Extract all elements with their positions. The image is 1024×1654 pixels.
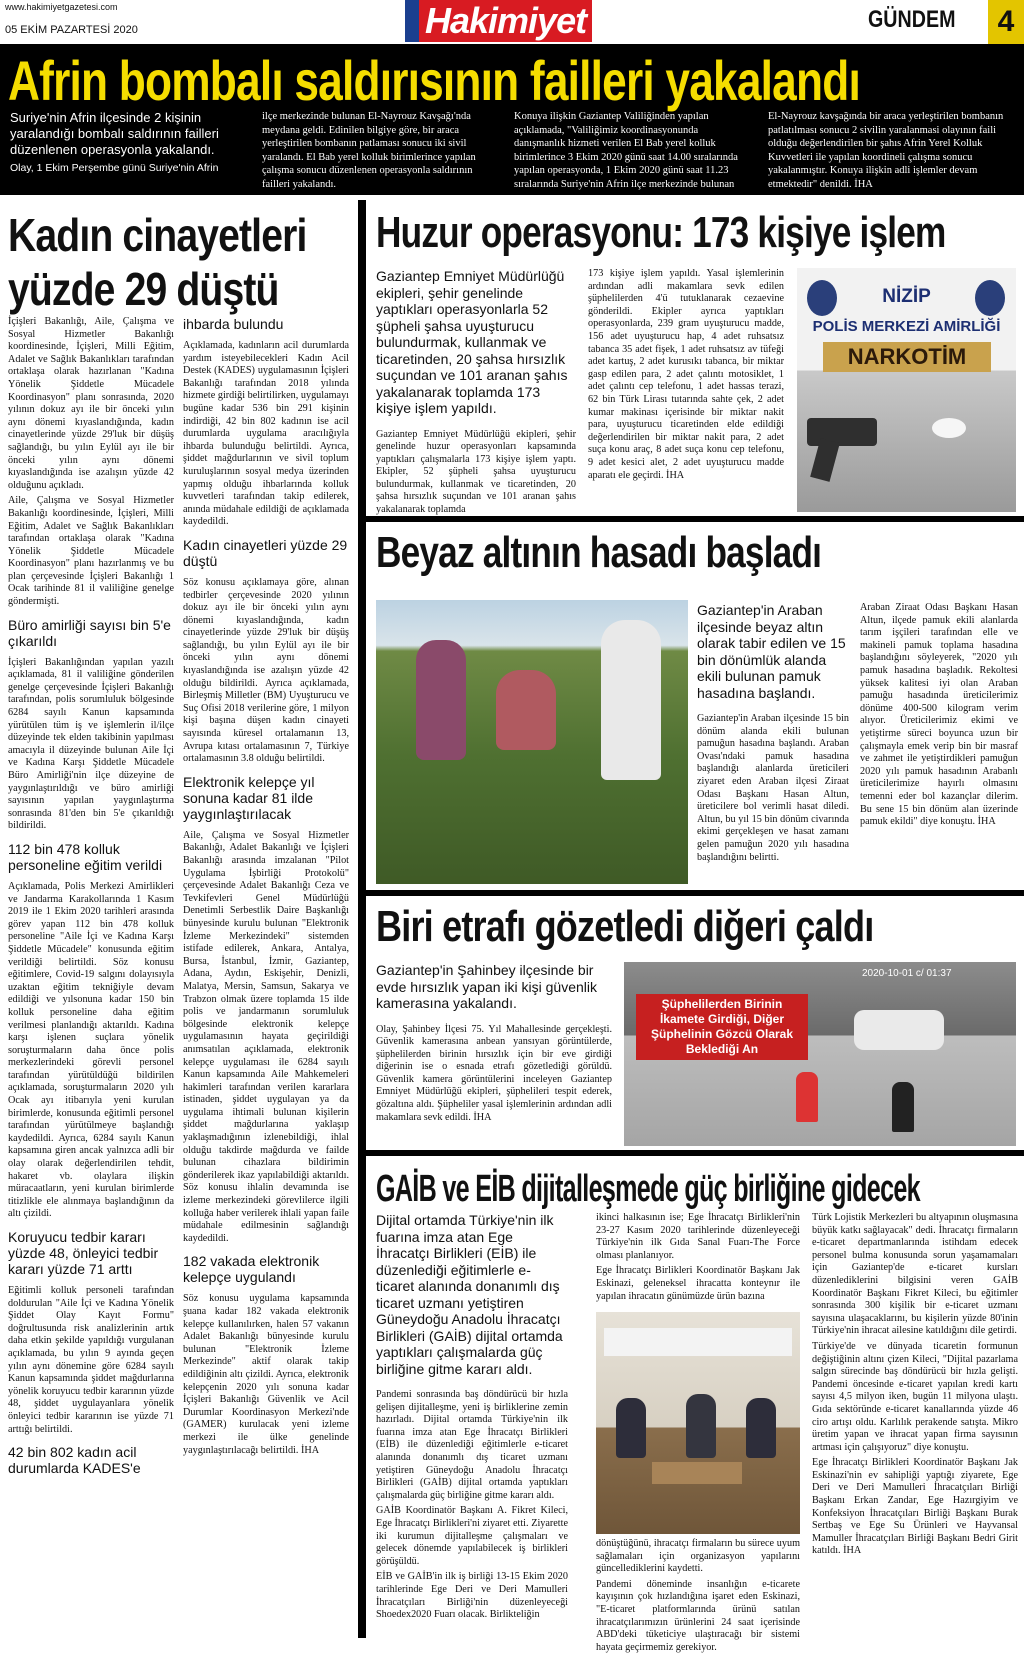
gaib-paragraph: dönüştüğünü, ihracatçı firmaların bu sürece uyum sağlamaları için organizasyon yapılarını güncellediklerini kaydetti.: [596, 1538, 800, 1575]
hero-text-2: ilçe merkezinde bulunan El-Nayrouz Kavşağı'nda meydana geldi. Edinilen bilgiye göre, bir araca yerleştirilen bombanın patlaması sonucu iki sivil yaralandı. El Bab yerel kolluk birimlerince yapılan çalışma sonucu düzenlenen operasyonla saldırının failleri yakalandı.: [262, 111, 476, 190]
section-name: GÜNDEM: [868, 6, 956, 33]
section-divider: [366, 890, 1024, 896]
gaib-col-1: [376, 1212, 568, 1636]
section-divider: [366, 1150, 1024, 1156]
biri-col: [376, 962, 612, 1146]
section-divider: [366, 516, 1024, 522]
beyaz-col-2: Araban Ziraat Odası Başkanı Hasan Altun, ilçede pamuk ekili alanlarda tarım işçileri tarafından elle ve makineli pamuk toplama hasadına başlandığını söyleyerek, "2020 yılı pamuk hasadına başladık. Rekoltesi yüksek kalitesi iyi olan Araban pamuğu hasadında üreticilerimiz dönüme 400-500 kilogram verim alıyor. Üreticilerimiz ekimi ve yetiştirme süreci boyunca uzun bir çalışmayla emek verip bin bir masraf ve zahmet ile yetiştirdikleri pamuğun 2020 yılı pamuk hasadının Arabanlı üreticilerimize hayırlı olmasını temenni eder bol kazançlar dilerim. Bu sene 15 bin dönüm alan üzerinde pamuk ekildi" diye konuştu. İHA: [860, 602, 1018, 828]
kadin-col-1: [8, 316, 174, 1634]
column-divider: [358, 200, 366, 1638]
kadin-subhead: ihbarda bulundu: [183, 316, 284, 332]
suspect-figure-icon: [796, 1072, 818, 1122]
gaib-paragraph: Ege İhracatçı Birlikleri Koordinatör Başkanı Jak Eskinazi, geleneksel ihracatta konteynır ile yapılan ihracatın günümüzde ürün bazına: [596, 1265, 800, 1302]
hero-col-1: [10, 110, 235, 176]
sign-text: POLİS MERKEZİ AMİRLİĞİ: [812, 318, 1001, 335]
biri-headline: Biri etrafı gözetledi diğeri çaldı: [376, 902, 874, 951]
huzur-photo: [797, 268, 1016, 512]
huzur-lead: Gaziantep Emniyet Müdürlüğü ekipleri, şehir genelinde yaptıkları operasyonlarla 52 şüpheli şahsa uyuşturucu bulundurmak, kullanmak ve ticaretinden, 20 şahsa hırsızlık suçundan ve 101 aranan şahıs yakalanarak toplamda 173 kişiye işlem yapıldı.: [376, 268, 568, 416]
hero-headline: Afrin bombalı saldırısının failleri yakalandı: [8, 49, 860, 112]
website-url[interactable]: www.hakimiyetgazetesi.com: [5, 2, 118, 12]
huzur-paragraph: Gaziantep Emniyet Müdürlüğü ekipleri, şehir genelinde huzur operasyonları kapsamında yaptıkları çalışmalarla 173 kişiye işlem yaptı. Ekipler, 52 şüpheli şahsa uyuşturucu bulundurmak, kullanmak ve ticaretinden, 20 şahsa hırsızlık suçundan ve 101 aranan şahıs yakalanarak toplamda: [376, 428, 576, 516]
issue-date: 05 EKİM PAZARTESİ 2020: [5, 24, 138, 36]
gaib-headline: GAİB ve EİB dijitalleşmede güç birliğine gidecek: [376, 1168, 920, 1210]
gaib-paragraph: GAİB Koordinatör Başkanı A. Fikret Kileci, Ege İhracatçı Birlikleri'ni ziyaret etti. Ziyarette iki kurumun dijitalleşme çalışmaları ve gelecek dönemde yapılabilecek iş birlikleri görüşüldü.: [376, 1505, 568, 1567]
biri-lead: Gaziantep'in Şahinbey ilçesinde bir evde hırsızlık yapan iki kişi güvenlik kamerasına yakalandı.: [376, 962, 597, 1011]
hero-text-4: El-Nayrouz kavşağında bir araca yerleştirilen bombanın patlatılması sonucu 2 sivilin yaralanmasi olayının faili olduğu değerlendirilen bir şahıs Afrin Yerel Kolluk Kuvvetleri ile yapılan koordineli çalışma sonucu yakalanmıştır. Konuya ilişkin adli işlemler devam etmektedir" denildi. İHA: [768, 111, 1004, 190]
gaib-col-2-top: [596, 1212, 800, 1308]
newspaper-logo: [405, 0, 592, 42]
hero-article: [0, 44, 1024, 195]
person-figure-icon: [746, 1398, 776, 1458]
gaib-lead: Dijital ortamda Türkiye'nin ilk fuarına imza atan Ege İhracatçı Birlikleri (EİB) ile düzenlediği eğitimlerle e-ticaret alanında donanımlı dış ticaret uzmanı yetiştiren Güneydoğu Anadolu İhracatçı Birlikleri (GAİB) dijital ortamda yaptıkları çalışmalarda güç birliğine gitme kararı aldı.: [376, 1212, 563, 1377]
beyaz-headline: Beyaz altının hasadı başladı: [376, 528, 822, 577]
biri-paragraph: Olay, Şahinbey İlçesi 75. Yıl Mahallesinde gerçekleşti. Güvenlik kamerasına anbean yansıyan görüntülerde, şüphelilerden birinin hırsızlık için bir eve girdiği diğerinin ise o esnada etrafı gözetlediği görüldü. Güvenlik kamera görüntülerini inceleyen Gaziantep Emniyet Müdürlüğü ekipleri, şüphelileri tespit ederek, gözaltına aldı. Şüpheliler yasal işlemlerinin ardından adli makamlara sevk edildi. İHA: [376, 1023, 612, 1123]
gaib-paragraph: Pandemi döneminde insanlığın e-ticarete kayışının çok hızlandığına işaret eden Eskinazi, "E-ticaret platformlarında ürünü satılan ihracatçılarımızın ürünlerini 24 saat içerisinde ABD'deki tüketiciye ulaştıracağı bir sistemi hayata geçirmemiz gerekiyor.: [596, 1578, 800, 1653]
gaib-paragraph: Ege İhracatçı Birlikleri Koordinatör Başkanı Jak Eskinazi'nin ev sahipliği yaptığı ziyarete, Ege Deri ve Deri Mamulleri İhracatçıları Birliği Başkanı Erkan Zandar, Ege Hazırgiyim ve Konfeksiyon İhracatçıları Birliği Başkanı Burak Sertbaş ve Ege Su Ürünleri ve Hayvansal Mamuller İhracatçıları Birliği Başkanı Bedri Girit katıldı. İHA: [812, 1457, 1018, 1557]
kadin-subhead: Koruyucu tedbir kararı yüzde 48, önleyici tedbir kararı yüzde 71 arttı: [8, 1229, 159, 1277]
huzur-headline: Huzur operasyonu: 173 kişiye işlem: [376, 208, 946, 257]
gaib-paragraph: Türk Lojistik Merkezleri bu altyapının oluşmasına büyük katkı sağlayacak" dedi. İhracatçı firmaların e-ticaret departmanlarında istihdam edecek personel bulma konusunda sorun yaşamamaları için Gaziantep'de e-ticaret kursları düzenlediklerini bilgisini veren GAİB Koordinatör Başkanı Fikret Kileci, bu eğitimler sonrasında 300 kişilik bir e-ticaret uzmanı sayısına ulaşacaklarını, bu kişilerin yüzde 80'inin Türkiye'nin ihracat ailesine katıldığını dile getirdi.: [812, 1212, 1018, 1337]
sign-text: NİZİP: [882, 286, 931, 307]
kadin-paragraph: Söz konusu açıklamaya göre, alınan tedbirler çerçevesinde 2020 yılının dokuz ayı ile bir önceki yılın aynı dönemi kıyaslandığında, kadın cinayetlerinde yüzde 29'luk bir düşüş sağlandığı, bu yılın Eylül ayı ile bir önceki yılın aynı dönemi kıyaslandığında ise azalışın yüzde 42 olduğu bildirildi. Ayrıca açıklamada, Birleşmiş Milletler (BM) Uyuşturucu ve Suç Ofisi 2018 verilerine göre, 1 milyon kişi başına düşen kadın cinayeti sayısında küresel ortalamanın 13, Avrupa kıtası ortalamasının 7, Türkiye ortalamasının 3.8 olduğu belirtildi.: [183, 576, 349, 765]
beyaz-lead: Gaziantep'in Araban ilçesinde beyaz altın olarak tabir edilen ve 15 bin dönümlük alanda ekili bulunan pamuk hasadına başlandı.: [697, 602, 846, 701]
photo-caption: Şüphelilerden Birinin İkamete Girdiği, Diğer Şüphelinin Gözcü Olarak Beklediği An: [636, 994, 808, 1060]
kadin-paragraph: Aile, Çalışma ve Sosyal Hizmetler Bakanlığı, Adalet Bakanlığı ve İçişleri Bakanlığı arasında imzalanan "Pilot Uygulama İşbirliği Protokolü" çerçevesinde Adalet Bakanlığı Ceza ve Tevkifevleri Genel Müdürlüğü Denetimli Serbestlik Daire Başkanlığı bünyesinde kurulu bulunan "Elektronik İzleme Merkezindeki" sistemden istifade edilerek, Ankara, Antalya, Bursa, İstanbul, İzmir, Gaziantep, Adana, Aydın, Eskişehir, Denizli, Malatya, Mersin, Samsun, Sakarya ve Trabzon olmak üzere toplamda 15 ilde polis ve jandarmanın sorumluluk bölgesinde elektronik kelepçe uygulamasının hayata geçirildiği anımsatılan açıklamada, elektronik kelepçe uygulaması ile 6284 sayılı Kanun kapsamında Aile Mahkemeleri hakimleri tarafından verilen kararlara istinaden, şiddet uygulayan ya da uygulama ihtimali bulunan kişilerin şiddet mağdurlarına yaklaşıp yaklaşmadığının izlenebildiği, ihlal olduğu takdirde mağdurda ve failde bulunan cihazlara bildirimin gönderilerek ikaz yapılabildiği aktarıldı. Söz konusu ihlalin devamında ise izleme merkezindeki görevlilerce ilgili kolluğa haber verilerek ihlali yapan faile müdahale edilmesinin sağlandığı kaydedildi.: [183, 829, 349, 1244]
kadin-subhead: 112 bin 478 kolluk personeline eğitim verildi: [8, 840, 163, 873]
gaib-paragraph: Türkiye'de ve dünyada ticaretin formunun değiştiğinin altını çizen Kileci, "Dijital pazarlama salgın sürecinde baş döndürücü bir hızla gelişti. Pandemi öncesinde e-ticaret yapılan kredi kartı sayısı 4,5 milyon iken, bugün 11 milyona ulaştı. Gıda sektöründe e-ticaret kanallarında yüzde 46 ciro artışı oldu. Karlılık perakende satışta. Mikro üretim yapan ve ihracat yapan firma sayısının artması için çalışıyoruz" diye konuştu.: [812, 1340, 1018, 1453]
kadin-paragraph: İçişleri Bakanlığından yapılan yazılı açıklamada, 81 il valiliğine gönderilen genelge çerçevesinde İçişleri Bakanlığı tarafından, polis sorumluluk bölgesinde 6284 sayılı Kanun kapsamında yürütülen tüm iş ve işlemlerin il/ilçe düzeyinde tek elden takibinin yapılması amacıyla il düzeyinde bulunan Aile İçi ve Kadına Karşı Şiddetle Mücadele Büro Amirliği'nin ilçe düzeyine de yaygınlaştırıldığı ve büro amirliği sayısının yapılan yaygınlaştırma sonrasında 81'den bin 5'e çıkarıldığı bildirildi.: [8, 656, 174, 832]
kadin-headline-2: yüzde 29 düştü: [8, 263, 279, 315]
kadin-col-2: [183, 316, 349, 1634]
evidence-icon: [932, 418, 966, 438]
beyaz-col-1: [697, 602, 849, 886]
kadin-paragraph: Söz konusu uygulama kapsamında şuana kadar 182 vakada elektronik kelepçe kullanılırken, halen 57 vakanın Adalet Bakanlığı bünyesinde kurulu bulunan "Elektronik İzleme Merkezinde" aktif olarak takip edildiğinin altı çizildi. Ayrıca, elektronik kelepçenin 2020 yılı sonuna kadar İçişleri Bakanlığı Güvenlik ve Acil Durumlar Koordinasyon Merkezi'nde (GAMER) kurulacak yeni izleme merkezi ile ülke genelinde yaygınlaştırılacağı belirtildi. İHA: [183, 1293, 349, 1456]
hero-text-3: Konuya ilişkin Gaziantep Valiliğinden yapılan açıklamada, "Valiliğimiz koordinasyonunda danışmanlık hizmeti verilen El Bab yerel kolluk birimlerince 3 Ekim 2020 günü saat 14.00 sıralarında yapılan operasyonda, 1 Ekim 2020 günü saat 11.23 sıralarında Suriye'nin Afrin ilçe merkezinde bulunan: [514, 111, 738, 190]
kadin-paragraph: İçişleri Bakanlığı, Aile, Çalışma ve Sosyal Hizmetler Bakanlığı koordinesinde, İçişleri, Milli Eğitim, Adalet ve Sağlık Bakanlıkları tarafından ortaklaşa olarak hazırlanan "Kadına Yönelik Şiddetle Mücadele Koordinasyon" planı sonrasında, 2020 yılının dokuz ayı ile bir önceki yılın aynı dönemi kıyaslandığında, kadın cinayetlerinde yüzde 29'luk bir düşüş sağlandığı, bu yılın Eylül ayı ile bir önceki yılın aynı dönemi kıyaslandığında ise azalışın yüzde 42 olduğunu açıkladı.: [8, 316, 174, 491]
huzur-col-1: [376, 268, 576, 516]
sign-text: NARKOTİM: [823, 342, 991, 372]
kadin-paragraph: Eğitimli kolluk personeli tarafından doldurulan "Aile İçi ve Kadına Yönelik Şiddet Olay Kayıt Formu" doğrultusunda risk analizlerinin artık daha etkin şekilde yapıldığı vurgulanan açıklamada, bu yılın 9 ayında geçen yılın aynı dönemine göre 6284 sayılı Kanun kapsamında şiddet mağdurlarına yönelik koruyucu tedbir kararının yüzde 48, şiddet uygulayanlara yönelik önleyici tedbir kararının ise yüzde 71 arttığı belirtildi.: [8, 1285, 174, 1435]
kadin-subhead: 42 bin 802 kadın acil durumlarda KADES'e: [8, 1444, 141, 1477]
gaib-paragraph: Pandemi sonrasında baş döndürücü bir hızla gelişen dijitalleşme, yeni iş birliklerine zemin hazırladı. Dijital ortamda Türkiye'nin ilk fuarına imza atan Ege İhracatçı Birlikleri (EİB) ile düzenlediği eğitimlerle e-ticaret alanında donanımlı dış ticaret uzmanı yetiştiren Güneydoğu Anadolu İhracatçı Birlikleri (GAİB) dijital ortamda yaptıkları çalışmalarda güç birliğine gitme kararı aldı.: [376, 1389, 568, 1501]
masthead: [0, 0, 1024, 44]
kadin-paragraph: Açıklamada, kadınların acil durumlarda yardım isteyebilecekleri Kadın Acil Destek (KADES) uygulamasının İçişleri Bakanlığı tarafından 2018 yılında hizmete girdiği belirtilirken, uygulamayı bugüne kadar 536 bin 291 kişinin indirdiği, 42 bin 802 kadının ise acil durumlarda uygulama aracılığıyla ihbarda bulunduğu belirtildi. Ayrıca, şiddet mağdurlarının ve sivil toplum kuruluşlarının sosyal medya üzerinden yapmış olduğu ihbarlarında kolluk kuvvetleri tarafından takip edilerek, anında müdahale edildiği de açıklamada kaydedildi.: [183, 340, 349, 528]
huzur-col-2: 173 kişiye işlem yapıldı. Yasal işlemlerinin ardından adli makamlara sevk edilen şüphelilerden 4'ü tutuklanarak cezaevine gönderildi. Ekipler ayrıca yaptıkları operasyonlarda, 239 gram uyuşturucu madde, 156 adet uyuşturucu hap, 4 adet ruhsatsız tabanca 35 adet fişek, 1 adet ruhsatsız av tüfeği adet kartuş, 2 adet kurusıkı tabanca, bir miktar gasp edilen para, 2 adet çalıntı motosiklet, 1 adet çalıntı cep telefonu, 1 adet hassas terazi, 62 bin Türk Lirası tutarında sahte çek, 2 adet kumar makinası içerisinde bir miktar nakit para, uyuşturucu ticaretinden elde edildiği değerlendirilen bir miktar nakit para, 2 adet suça konu araç, 8 adet suça konu cep telefonu, 9 adet kesici alet, 2 adet uyuşturucu madde aparatı ele geçirdi. İHA: [588, 268, 784, 481]
gaib-paragraph: ikinci halkasının ise; Ege İhracatçı Birlikleri'nin 23-27 Kasım 2020 tarihlerinde düzenleyeceği Türkiye'nin ilk Gıda Sanal Fuarı-The Force olması planlanıyor.: [596, 1212, 800, 1261]
person-figure-icon: [616, 1398, 646, 1458]
kadin-paragraph: Aile, Çalışma ve Sosyal Hizmetler Bakanlığı koordinesinde, İçişleri, Milli Eğitim, Adalet ve Sağlık Bakanlıkları tarafından ortaklaşa olarak "Kadına Yönelik Şiddetle Mücadele Koordinasyon" planı hazırlanmış ve bu plan çerçevesinde İçişleri Bakanlığı 1 Ocak tarihinde 81 il valiliğine genelge göndermişti.: [8, 495, 174, 608]
kadin-subhead: 182 vakada elektronik kelepçe uygulandı: [183, 1253, 320, 1286]
worker-figure-icon: [416, 640, 466, 760]
worker-figure-icon: [496, 670, 556, 750]
page-number: 4: [988, 0, 1024, 44]
gaib-col-3: [812, 1212, 1018, 1636]
cotton-field-photo: [376, 600, 688, 884]
kadin-headline-1: Kadın cinayetleri: [8, 209, 307, 261]
kadin-subhead: Kadın cinayetleri yüzde 29 düştü: [183, 536, 348, 569]
logo-text: Hakimiyet: [419, 0, 592, 42]
kadin-subhead: Büro amirliği sayısı bin 5'e çıkarıldı: [8, 616, 171, 649]
parked-car-icon: [854, 1010, 944, 1050]
logo-stripe-icon: [405, 0, 419, 42]
gaib-paragraph: EİB ve GAİB'in ilk iş birliği 13-15 Ekim 2020 tarihlerinde Ege Deri ve Deri Mamulleri İhracatçıları Birliği'nin düzenleyeceği Shoedex2020 Fuarı olacak. Birlikteliğin: [376, 1571, 568, 1621]
meeting-photo: [596, 1312, 800, 1534]
gaib-col-2-bottom: [596, 1538, 800, 1653]
beyaz-paragraph: Gaziantep'in Araban ilçesinde 15 bin dönüm alanda ekili bulunan pamuğun hasadına başlandı. Araban Ovası'ndaki pamuk hasadına başlandığı alanlarda üreticileri ziyaret eden Araban ilçesi Ziraat Odası Başkanı Hasan Altun, üreticilere bol verimli hasat diledi. Altun, bu yıl 15 bin dönüm civarında ekimi gerçekleşen ve hasat zamanı gelen pamuğun 2020 yılı hasadına başlandığını belirtti.: [697, 713, 849, 863]
kadin-paragraph: Açıklamada, Polis Merkezi Amirlikleri ve Jandarma Karakollarında 1 Kasım 2019 ile 1 Ekim 2020 tarihleri arasında görev yapan 112 bin 478 kolluk personeline "Aile İçi ve Kadına Karşı Şiddetle Mücadele" konusunda eğitim verildiği belirtildi. Söz konusu eğitimlere, Covid-19 salgını dolayısıyla uzaktan eğitim tekniğiyle devam edildiği ve yılsonuna kadar 150 bin kolluk personeline daha eğitim verilmesi planlandığı aktarıldı. Kadına karşı işlenen suçlara yönelik soruşturmaların daha önce polis merkezlerindeki görevli personel tarafından yürütüldüğü bildirilen açıklamada, soruşturmaların 2020 yılı Ocak ayı itibarıyla yeni kurulan birimlerde, konusunda eğitimli personel tarafından yürütülmeye başlandığı kaydedildi. Ayrıca, 6284 sayılı Kanun kapsamına giren ancak yalnızca adli bir olay olarak değerlendirilen tehdit, hakaret vb. olaylara ilişkin müracaatların, yeni kurulan birimlerde titizlikle ele alınmaya başlandığının da altı çizildi.: [8, 880, 174, 1220]
official-figure-icon: [601, 620, 661, 780]
hero-lead: Suriye'nin Afrin ilçesinde 2 kişinin yaralandığı bombalı saldırının failleri düzenlenen operasyonla yakalandı.: [10, 110, 219, 157]
pistol-icon: [807, 418, 877, 446]
camera-timestamp: 2020-10-01 c/ 01:37: [862, 968, 952, 979]
security-camera-photo: [624, 962, 1016, 1146]
suspect-figure-icon: [892, 1082, 914, 1132]
window-icon: [604, 1328, 792, 1356]
kadin-subhead: Elektronik kelepçe yıl sonuna kadar 81 ilde yaygınlaştırılacak: [183, 773, 315, 822]
table-icon: [652, 1462, 742, 1484]
person-figure-icon: [686, 1394, 716, 1458]
hero-text-1: Olay, 1 Ekim Perşembe günü Suriye'nin Afrin: [10, 162, 219, 174]
